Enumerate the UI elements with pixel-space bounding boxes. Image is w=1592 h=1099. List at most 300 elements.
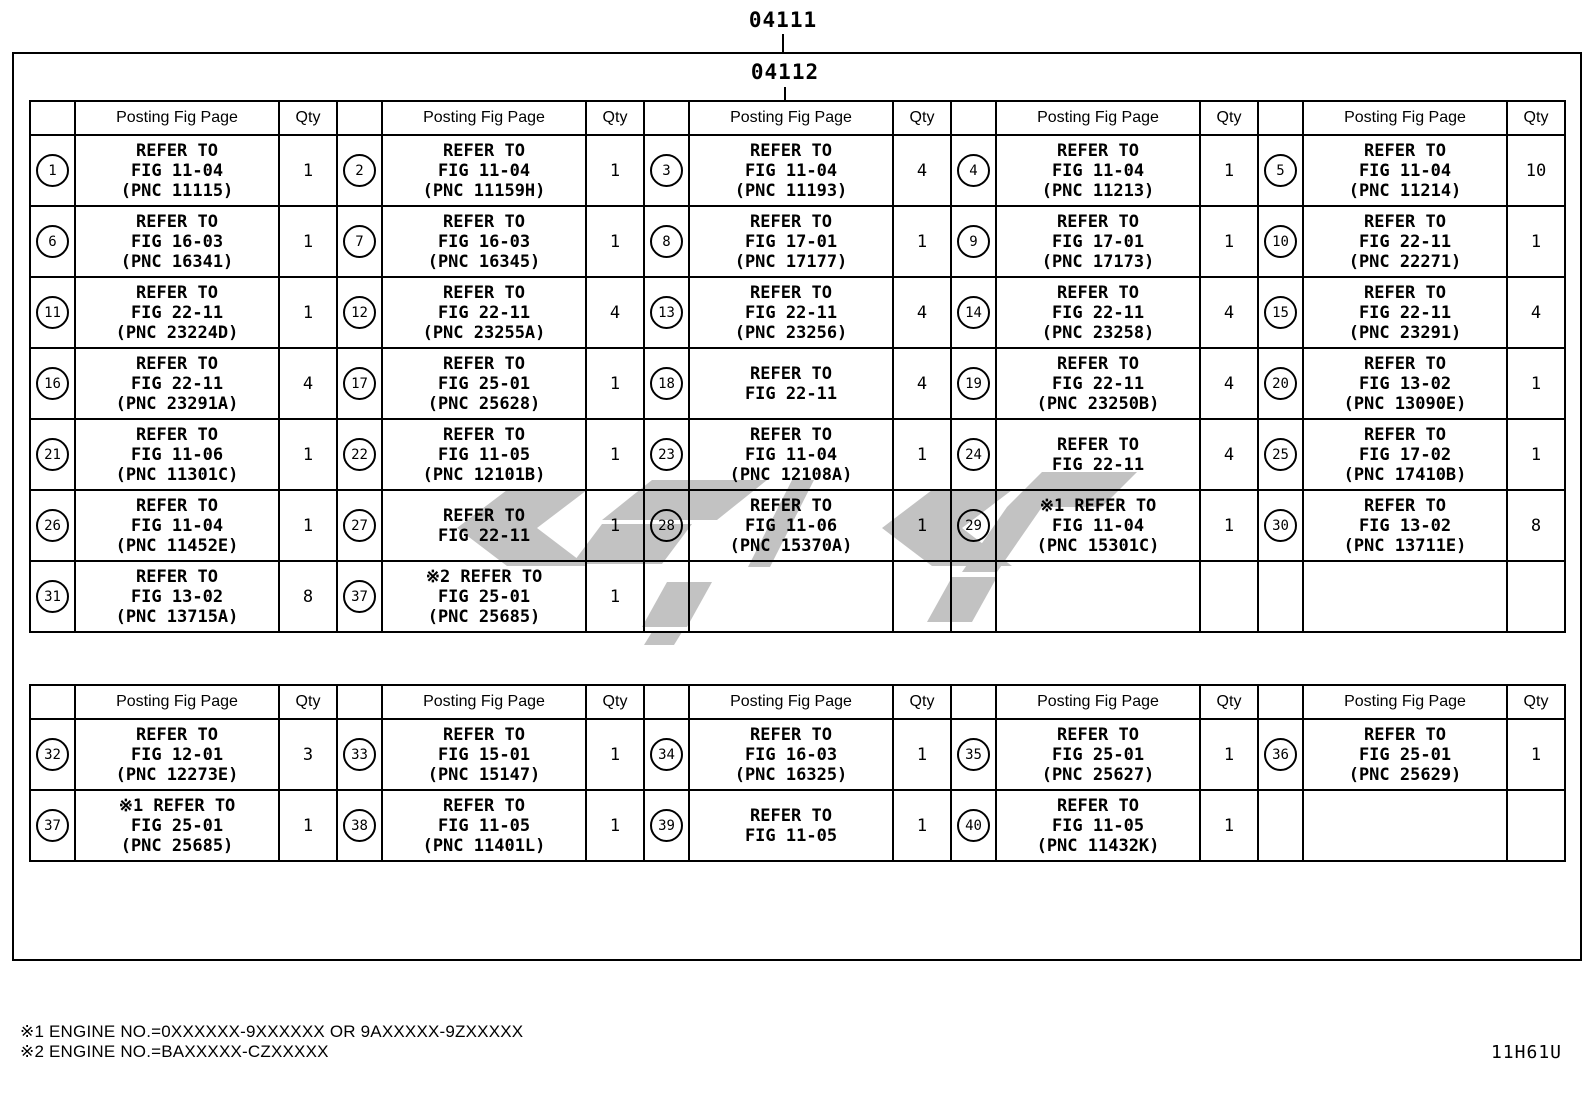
posting-fig-page-cell: [75, 419, 279, 490]
qty-cell: 1: [893, 206, 951, 277]
item-number-circle: 38: [343, 809, 376, 842]
qty-cell: 4: [893, 135, 951, 206]
table-header-row: [30, 101, 1565, 135]
qty-cell: 1: [586, 790, 644, 861]
fig-reference-line: REFER TO: [443, 795, 525, 816]
item-number-circle: 1: [36, 154, 69, 187]
item-number-circle: 34: [650, 738, 683, 771]
fig-reference-line: FIG 22-11: [1358, 231, 1452, 252]
item-number-circle: 9: [957, 225, 990, 258]
item-number-cell: [30, 206, 75, 277]
fig-reference-line: REFER TO: [750, 282, 832, 303]
item-column-header: [337, 101, 382, 135]
fig-reference-line: REFER TO: [1057, 211, 1139, 232]
item-number-circle: 5: [1264, 154, 1297, 187]
fig-reference-line: (PNC 16325): [734, 764, 848, 785]
item-number-circle: 33: [343, 738, 376, 771]
fig-reference-line: FIG 11-06: [744, 515, 838, 536]
item-column-header: [30, 685, 75, 719]
fig-reference-line: FIG 11-04: [130, 515, 224, 536]
fig-reference-line: REFER TO: [1364, 353, 1446, 374]
fig-reference-line: FIG 22-11: [437, 525, 531, 546]
fig-reference-line: (PNC 12101B): [422, 464, 546, 485]
item-number-circle: 6: [36, 225, 69, 258]
fig-reference-line: FIG 11-05: [744, 825, 838, 846]
table-header-row: [30, 685, 1565, 719]
item-column-header: [951, 101, 996, 135]
posting-fig-page-cell: [689, 206, 893, 277]
qty-header: Qty: [893, 685, 951, 719]
fig-reference-line: (PNC 25685): [120, 835, 234, 856]
item-number-circle: 40: [957, 809, 990, 842]
fig-reference-line: FIG 11-05: [1051, 815, 1145, 836]
item-number-cell: [30, 490, 75, 561]
posting-fig-page-cell: [996, 790, 1200, 861]
posting-fig-page-cell: [1303, 348, 1507, 419]
item-column-header: [1258, 101, 1303, 135]
fig-reference-line: FIG 22-11: [130, 373, 224, 394]
fig-reference-line: REFER TO: [1057, 140, 1139, 161]
item-number-circle: 39: [650, 809, 683, 842]
posting-fig-page-cell: [75, 719, 279, 790]
table-row: [30, 790, 1565, 861]
item-number-cell: [951, 206, 996, 277]
posting-fig-page-cell: [1303, 561, 1507, 632]
fig-reference-line: REFER TO: [136, 353, 218, 374]
item-number-circle: 12: [343, 296, 376, 329]
item-number-circle: 32: [36, 738, 69, 771]
fig-reference-line: REFER TO: [136, 495, 218, 516]
posting-fig-page-header: Posting Fig Page: [1303, 685, 1507, 719]
posting-fig-page-cell: [382, 561, 586, 632]
posting-fig-page-cell: [1303, 135, 1507, 206]
item-number-cell: [951, 135, 996, 206]
qty-cell: 1: [1507, 419, 1565, 490]
table-row: [30, 719, 1565, 790]
posting-fig-page-header: Posting Fig Page: [996, 101, 1200, 135]
fig-reference-line: FIG 16-03: [437, 231, 531, 252]
fig-reference-line: (PNC 23258): [1041, 322, 1155, 343]
qty-cell: 8: [279, 561, 337, 632]
fig-reference-line: REFER TO: [443, 724, 525, 745]
item-number-cell: [337, 277, 382, 348]
fig-reference-line: (PNC 11401L): [422, 835, 546, 856]
qty-header: Qty: [1200, 101, 1258, 135]
item-number-circle: 4: [957, 154, 990, 187]
posting-fig-page-cell: [75, 790, 279, 861]
item-number-circle: 2: [343, 154, 376, 187]
fig-reference-line: FIG 25-01: [437, 373, 531, 394]
fig-reference-line: REFER TO: [750, 363, 832, 384]
item-column-header: [337, 685, 382, 719]
fig-reference-line: REFER TO: [1364, 140, 1446, 161]
fig-reference-line: FIG 17-01: [744, 231, 838, 252]
fig-reference-line: REFER TO: [443, 211, 525, 232]
fig-reference-line: (PNC 17173): [1041, 251, 1155, 272]
item-number-cell: [337, 135, 382, 206]
item-number-cell: [644, 206, 689, 277]
fig-reference-line: (PNC 12273E): [115, 764, 239, 785]
fig-reference-line: (PNC 12108A): [729, 464, 853, 485]
item-column-header: [644, 685, 689, 719]
item-number-circle: 37: [343, 580, 376, 613]
drawing-frame: [12, 52, 1582, 961]
fig-reference-line: FIG 22-11: [744, 383, 838, 404]
item-number-circle: 21: [36, 438, 69, 471]
fig-reference-line: FIG 11-06: [130, 444, 224, 465]
item-number-circle: 18: [650, 367, 683, 400]
qty-cell: 1: [1507, 719, 1565, 790]
item-number-circle: 25: [1264, 438, 1297, 471]
item-number-circle: 37: [36, 809, 69, 842]
item-number-cell: [30, 419, 75, 490]
fig-reference-line: (PNC 11214): [1348, 180, 1462, 201]
qty-cell: 1: [279, 135, 337, 206]
item-number-cell: [1258, 206, 1303, 277]
item-number-cell: [644, 348, 689, 419]
fig-reference-line: FIG 11-04: [1051, 515, 1145, 536]
fig-reference-line: (PNC 23256): [734, 322, 848, 343]
posting-fig-page-cell: [75, 206, 279, 277]
qty-cell: 1: [1200, 135, 1258, 206]
fig-reference-line: REFER TO: [136, 282, 218, 303]
fig-reference-line: FIG 15-01: [437, 744, 531, 765]
fig-reference-line: (PNC 15301C): [1036, 535, 1160, 556]
fig-reference-line: FIG 25-01: [437, 586, 531, 607]
fig-reference-line: (PNC 13090E): [1343, 393, 1467, 414]
qty-cell: 1: [279, 277, 337, 348]
item-number-cell: [337, 206, 382, 277]
engine-number-notes: [20, 1022, 523, 1062]
fig-reference-line: (PNC 13711E): [1343, 535, 1467, 556]
qty-cell: 4: [586, 277, 644, 348]
posting-fig-page-cell: [1303, 206, 1507, 277]
item-number-cell: [644, 419, 689, 490]
item-number-cell: [337, 490, 382, 561]
fig-reference-line: FIG 13-02: [1358, 373, 1452, 394]
item-number-cell: [337, 348, 382, 419]
fig-reference-line: REFER TO: [136, 424, 218, 445]
item-number-circle: 29: [957, 509, 990, 542]
fig-reference-line: REFER TO: [443, 140, 525, 161]
fig-reference-line: FIG 16-03: [130, 231, 224, 252]
qty-cell: 1: [586, 561, 644, 632]
fig-reference-line: REFER TO: [443, 282, 525, 303]
callout-tick-outer: [782, 34, 784, 52]
fig-reference-line: (PNC 11301C): [115, 464, 239, 485]
item-number-cell: [951, 719, 996, 790]
item-number-circle: 23: [650, 438, 683, 471]
qty-cell: 8: [1507, 490, 1565, 561]
item-number-cell: [337, 790, 382, 861]
item-number-cell: [30, 277, 75, 348]
posting-fig-page-cell: [996, 348, 1200, 419]
posting-fig-page-cell: [382, 135, 586, 206]
qty-cell: 1: [893, 419, 951, 490]
note-1: ※1 ENGINE NO.=0XXXXXX-9XXXXXX OR 9AXXXXX-9ZXXXXX: [20, 1022, 524, 1041]
parts-table: [29, 100, 1566, 633]
posting-fig-page-cell: [382, 348, 586, 419]
posting-fig-page-cell: [689, 277, 893, 348]
table-row: [30, 277, 1565, 348]
fig-reference-line: FIG 25-01: [1051, 744, 1145, 765]
posting-fig-page-cell: [75, 277, 279, 348]
fig-reference-line: (PNC 11115): [120, 180, 234, 201]
fig-reference-line: (PNC 11213): [1041, 180, 1155, 201]
fig-reference-line: FIG 22-11: [130, 302, 224, 323]
posting-fig-page-cell: [996, 490, 1200, 561]
table-row: [30, 561, 1565, 632]
fig-reference-line: REFER TO: [750, 495, 832, 516]
qty-header: Qty: [586, 101, 644, 135]
fig-reference-line: REFER TO: [1364, 424, 1446, 445]
fig-reference-line: REFER TO: [443, 505, 525, 526]
fig-reference-line: (PNC 23250B): [1036, 393, 1160, 414]
fig-reference-line: FIG 17-02: [1358, 444, 1452, 465]
posting-fig-page-cell: [996, 719, 1200, 790]
item-number-circle: 15: [1264, 296, 1297, 329]
qty-header: Qty: [1507, 101, 1565, 135]
item-number-cell: [951, 790, 996, 861]
fig-reference-line: REFER TO: [750, 140, 832, 161]
item-number-cell: [30, 561, 75, 632]
posting-fig-page-cell: [1303, 790, 1507, 861]
item-number-circle: 28: [650, 509, 683, 542]
fig-reference-line: (PNC 11159H): [422, 180, 546, 201]
lower-parts-table-container: [29, 684, 1566, 862]
posting-fig-page-cell: [1303, 419, 1507, 490]
item-number-cell: [1258, 135, 1303, 206]
posting-fig-page-cell: [75, 348, 279, 419]
qty-header: Qty: [1507, 685, 1565, 719]
fig-reference-line: FIG 11-04: [744, 444, 838, 465]
item-number-circle: 27: [343, 509, 376, 542]
fig-reference-line: FIG 22-11: [1051, 302, 1145, 323]
fig-reference-line: REFER TO: [1057, 282, 1139, 303]
item-number-circle: 24: [957, 438, 990, 471]
item-column-header: [1258, 685, 1303, 719]
fig-reference-line: REFER TO: [1057, 434, 1139, 455]
posting-fig-page-cell: [689, 790, 893, 861]
item-number-circle: 36: [1264, 738, 1297, 771]
figure-number-outer: 04111: [748, 8, 818, 32]
qty-cell: 1: [893, 719, 951, 790]
fig-reference-line: (PNC 23255A): [422, 322, 546, 343]
posting-fig-page-header: Posting Fig Page: [382, 685, 586, 719]
item-number-cell: [30, 719, 75, 790]
item-number-cell: [644, 719, 689, 790]
qty-cell: [1200, 561, 1258, 632]
fig-reference-line: FIG 16-03: [744, 744, 838, 765]
qty-cell: 4: [1200, 419, 1258, 490]
posting-fig-page-cell: [382, 719, 586, 790]
item-number-circle: 26: [36, 509, 69, 542]
fig-reference-line: REFER TO: [443, 424, 525, 445]
item-number-circle: 16: [36, 367, 69, 400]
posting-fig-page-header: Posting Fig Page: [75, 685, 279, 719]
qty-cell: 1: [279, 419, 337, 490]
fig-reference-line: FIG 22-11: [1358, 302, 1452, 323]
posting-fig-page-cell: [382, 419, 586, 490]
posting-fig-page-header: Posting Fig Page: [75, 101, 279, 135]
qty-cell: [1507, 561, 1565, 632]
posting-fig-page-cell: [1303, 490, 1507, 561]
fig-reference-line: FIG 25-01: [1358, 744, 1452, 765]
fig-reference-line: ※2 REFER TO: [425, 566, 543, 587]
table-row: [30, 135, 1565, 206]
fig-reference-line: REFER TO: [136, 566, 218, 587]
figure-number-inner: 04112: [750, 60, 820, 84]
fig-reference-line: REFER TO: [443, 353, 525, 374]
fig-reference-line: FIG 17-01: [1051, 231, 1145, 252]
item-number-circle: 17: [343, 367, 376, 400]
parts-table: [29, 684, 1566, 862]
item-number-cell: [30, 348, 75, 419]
qty-cell: 1: [586, 348, 644, 419]
fig-reference-line: FIG 22-11: [1051, 454, 1145, 475]
posting-fig-page-cell: [382, 490, 586, 561]
fig-reference-line: (PNC 11452E): [115, 535, 239, 556]
item-number-circle: 7: [343, 225, 376, 258]
fig-reference-line: (PNC 25627): [1041, 764, 1155, 785]
table-row: [30, 490, 1565, 561]
qty-cell: 1: [1200, 719, 1258, 790]
item-number-circle: 30: [1264, 509, 1297, 542]
posting-fig-page-cell: [1303, 719, 1507, 790]
fig-reference-line: (PNC 16345): [427, 251, 541, 272]
fig-reference-line: FIG 22-11: [437, 302, 531, 323]
qty-cell: 1: [1507, 206, 1565, 277]
qty-cell: 1: [586, 135, 644, 206]
fig-reference-line: (PNC 17410B): [1343, 464, 1467, 485]
fig-reference-line: (PNC 23291): [1348, 322, 1462, 343]
qty-cell: 4: [893, 277, 951, 348]
posting-fig-page-cell: [689, 419, 893, 490]
item-number-circle: 19: [957, 367, 990, 400]
fig-reference-line: REFER TO: [750, 211, 832, 232]
qty-cell: 1: [1200, 790, 1258, 861]
fig-reference-line: REFER TO: [750, 424, 832, 445]
fig-reference-line: ※1 REFER TO: [118, 795, 236, 816]
fig-reference-line: REFER TO: [136, 724, 218, 745]
qty-header: Qty: [279, 101, 337, 135]
qty-header: Qty: [586, 685, 644, 719]
page-code: 11H61U: [1490, 1042, 1562, 1063]
fig-reference-line: (PNC 25628): [427, 393, 541, 414]
fig-reference-line: FIG 22-11: [1051, 373, 1145, 394]
fig-reference-line: FIG 11-04: [130, 160, 224, 181]
qty-header: Qty: [279, 685, 337, 719]
qty-cell: 1: [893, 790, 951, 861]
fig-reference-line: REFER TO: [1364, 211, 1446, 232]
fig-reference-line: (PNC 25629): [1348, 764, 1462, 785]
posting-fig-page-cell: [75, 135, 279, 206]
posting-fig-page-header: Posting Fig Page: [689, 685, 893, 719]
item-number-cell: [951, 490, 996, 561]
qty-cell: 4: [1507, 277, 1565, 348]
table-row: [30, 348, 1565, 419]
item-number-cell: [1258, 790, 1303, 861]
fig-reference-line: REFER TO: [1364, 282, 1446, 303]
posting-fig-page-cell: [382, 277, 586, 348]
qty-cell: 4: [1200, 348, 1258, 419]
item-number-circle: 20: [1264, 367, 1297, 400]
posting-fig-page-cell: [996, 206, 1200, 277]
posting-fig-page-cell: [996, 277, 1200, 348]
qty-cell: 1: [586, 206, 644, 277]
fig-reference-line: REFER TO: [750, 805, 832, 826]
qty-cell: 1: [893, 490, 951, 561]
item-number-cell: [644, 790, 689, 861]
item-number-cell: [337, 419, 382, 490]
item-number-cell: [1258, 561, 1303, 632]
fig-reference-line: REFER TO: [1057, 353, 1139, 374]
posting-fig-page-header: Posting Fig Page: [382, 101, 586, 135]
posting-fig-page-cell: [75, 561, 279, 632]
posting-fig-page-cell: [1303, 277, 1507, 348]
posting-fig-page-cell: [996, 561, 1200, 632]
item-number-circle: 8: [650, 225, 683, 258]
fig-reference-line: FIG 11-04: [744, 160, 838, 181]
callout-tick-inner: [784, 87, 786, 100]
item-number-cell: [644, 277, 689, 348]
item-number-cell: [30, 790, 75, 861]
item-number-circle: 22: [343, 438, 376, 471]
qty-cell: 10: [1507, 135, 1565, 206]
posting-fig-page-cell: [689, 135, 893, 206]
item-number-circle: 31: [36, 580, 69, 613]
qty-cell: 1: [586, 490, 644, 561]
fig-reference-line: REFER TO: [1057, 724, 1139, 745]
qty-cell: 4: [893, 348, 951, 419]
fig-reference-line: (PNC 11432K): [1036, 835, 1160, 856]
posting-fig-page-cell: [689, 490, 893, 561]
qty-cell: 1: [279, 790, 337, 861]
qty-cell: 1: [1507, 348, 1565, 419]
qty-cell: 4: [279, 348, 337, 419]
fig-reference-line: (PNC 17177): [734, 251, 848, 272]
fig-reference-line: (PNC 23224D): [115, 322, 239, 343]
posting-fig-page-header: Posting Fig Page: [689, 101, 893, 135]
qty-cell: 3: [279, 719, 337, 790]
fig-reference-line: REFER TO: [136, 211, 218, 232]
qty-header: Qty: [893, 101, 951, 135]
fig-reference-line: REFER TO: [750, 724, 832, 745]
item-column-header: [30, 101, 75, 135]
item-number-cell: [30, 135, 75, 206]
note-2: ※2 ENGINE NO.=BAXXXXX-CZXXXXX: [20, 1042, 329, 1061]
fig-reference-line: (PNC 15147): [427, 764, 541, 785]
fig-reference-line: REFER TO: [1364, 724, 1446, 745]
qty-cell: 1: [586, 419, 644, 490]
fig-reference-line: FIG 11-04: [1358, 160, 1452, 181]
qty-cell: 1: [279, 490, 337, 561]
item-number-cell: [1258, 348, 1303, 419]
fig-reference-line: (PNC 15370A): [729, 535, 853, 556]
posting-fig-page-cell: [996, 419, 1200, 490]
posting-fig-page-cell: [689, 719, 893, 790]
fig-reference-line: ※1 REFER TO: [1039, 495, 1157, 516]
item-number-cell: [951, 348, 996, 419]
table-row: [30, 419, 1565, 490]
item-number-cell: [644, 490, 689, 561]
item-number-circle: 10: [1264, 225, 1297, 258]
qty-cell: 1: [1200, 490, 1258, 561]
qty-cell: 1: [279, 206, 337, 277]
upper-parts-table-container: [29, 100, 1566, 633]
item-column-header: [644, 101, 689, 135]
fig-reference-line: FIG 22-11: [744, 302, 838, 323]
